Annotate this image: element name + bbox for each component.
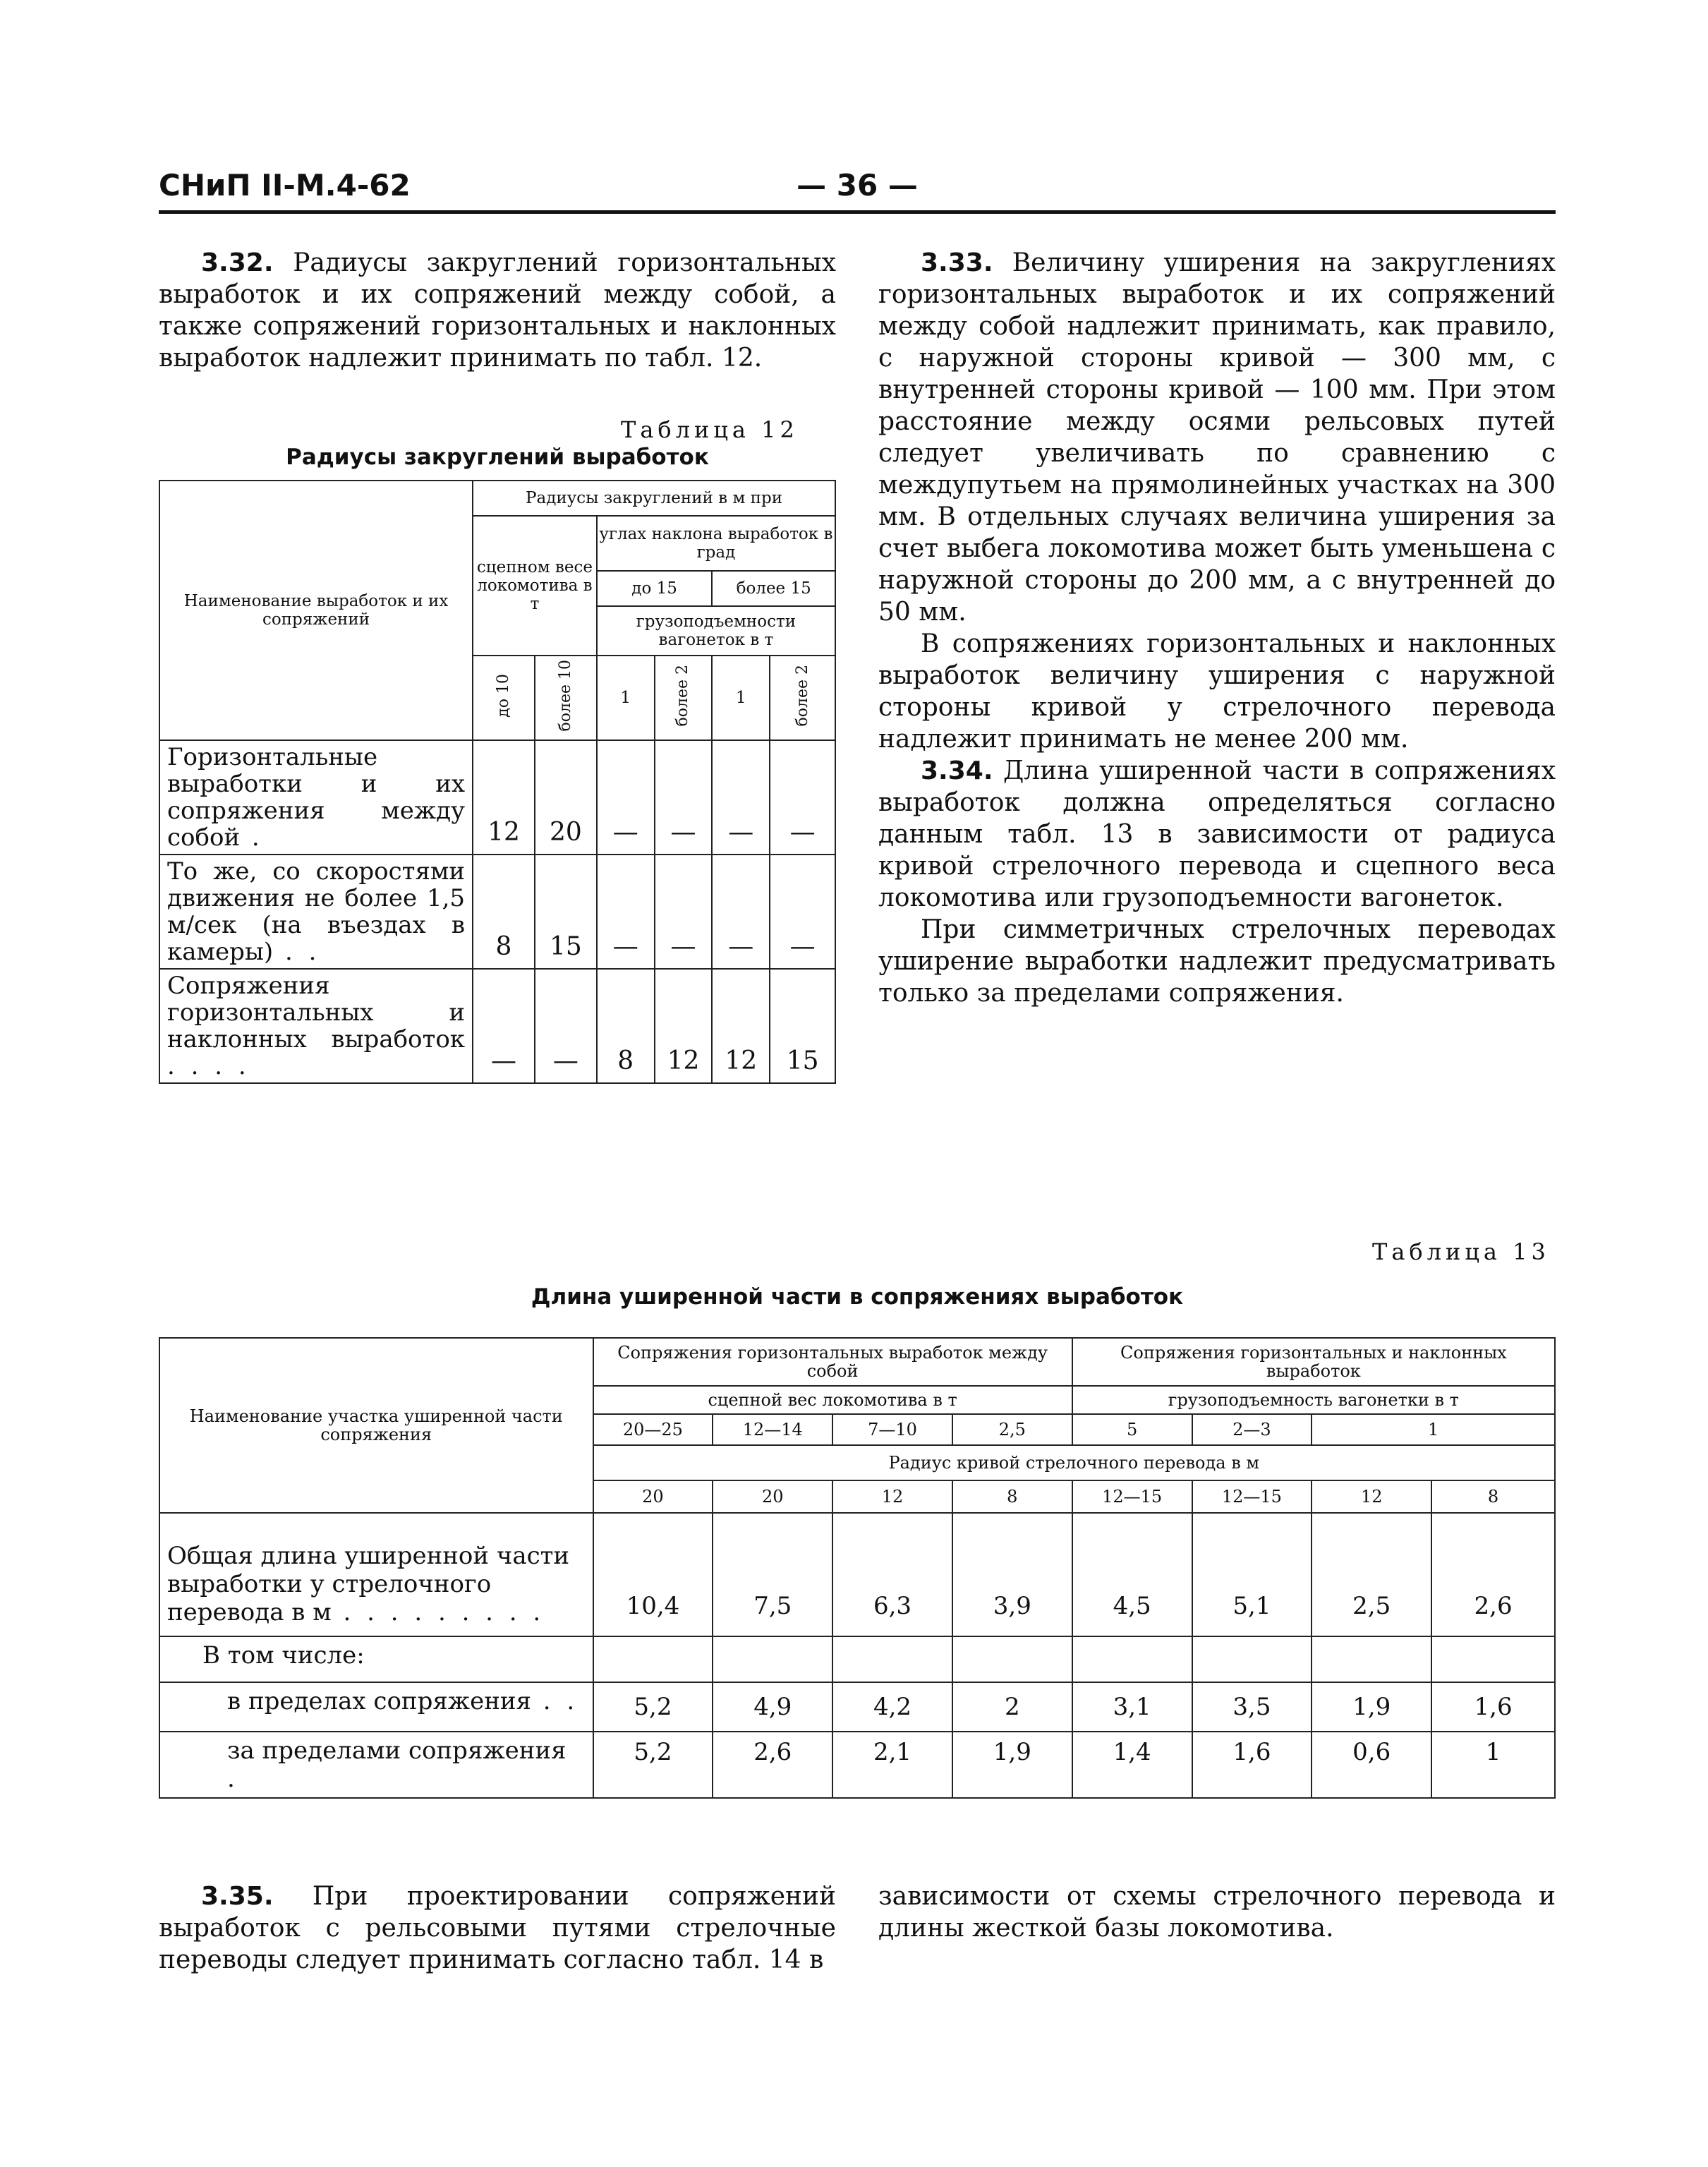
table13-radius-value: 20	[593, 1480, 713, 1513]
table-cell: 20	[535, 740, 597, 855]
table-row	[159, 1636, 1555, 1682]
table-cell: 3,1	[1072, 1682, 1192, 1732]
table-cell	[1072, 1636, 1192, 1682]
table-cell: 15	[770, 969, 835, 1083]
table-cell: —	[712, 740, 770, 855]
table13-group1-header: Сопряжения горизонтальных выработок между собой	[593, 1338, 1072, 1386]
table-cell: 7,5	[713, 1513, 832, 1636]
table-cell: —	[597, 855, 655, 969]
table-cell: 1,9	[1312, 1682, 1431, 1732]
section-3-34-para2: При симметричных стрелочных переводах уширение выработки надлежит предусматривать только за пределами сопряжения.	[878, 915, 1556, 1008]
table-cell: 4,5	[1072, 1513, 1192, 1636]
table12-capacity-header: грузоподъемности вагонеток в т	[597, 606, 835, 656]
table12-sub-header: 1	[712, 656, 770, 740]
table-cell: —	[770, 740, 835, 855]
section-number: 3.32.	[201, 248, 274, 277]
table13-radius-value: 12	[832, 1480, 952, 1513]
table12-weight-header: сцепном весе локомотива в т	[473, 516, 597, 656]
section-number: 3.34.	[921, 756, 993, 785]
section-text: Величину уширения на закруглениях горизонтальных выработок и их сопряжений между собой надлежит принимать, как правило, с наружной стороны кривой — 300 мм, с внутренней стороны кривой — 100 мм. При этом расстояние между осями рельсовых путей следует увеличивать по сравнению с междупутьем на прямолинейных участках на 300 мм. В отдельных случаях величина уширения за счет выбега локомотива может быть уменьшена с наружной стороны до 200 мм, а с внутренней до 50 мм.	[878, 248, 1556, 627]
table-cell: 12	[473, 740, 535, 855]
table-cell: 2,6	[713, 1732, 832, 1798]
table-cell: 3,5	[1192, 1682, 1312, 1732]
section-3-33-para2: В сопряжениях горизонтальных и наклонных выработок величину уширения с наружной стороны кривой у стрелочного перевода надлежит принимать не менее 200 мм.	[878, 629, 1556, 754]
table12-radii-header: Радиусы закруглений в м при	[473, 481, 835, 516]
row-name: Горизонтальные выработки и их сопряжения между собой .	[159, 740, 473, 855]
table-cell: —	[712, 855, 770, 969]
row-name: Сопряжения горизонтальных и наклонных выработок . . . .	[159, 969, 473, 1083]
table-12	[159, 480, 836, 1084]
table-cell: 10,4	[593, 1513, 713, 1636]
table13-weight-value: 7—10	[832, 1414, 952, 1445]
table-cell: 1,4	[1072, 1732, 1192, 1798]
table-cell: 5,2	[593, 1732, 713, 1798]
table12-sub-header: более 2	[770, 656, 835, 740]
table-row	[159, 1732, 1555, 1798]
section-text: Радиусы закруглений горизонтальных выработок и их сопряжений между собой, а также сопряжений горизонтальных и наклонных выработок надлежит принимать по табл. 12.	[159, 248, 836, 373]
table13-capacity-value: 2—3	[1192, 1414, 1312, 1445]
row-name: В том числе:	[159, 1636, 593, 1682]
table-cell	[832, 1636, 952, 1682]
table-cell: 2,6	[1431, 1513, 1555, 1636]
table12-sub-header: более 10	[535, 656, 597, 740]
section-text: При проектировании сопряжений выработок с рельсовыми путями стрелочные переводы следует принимать согласно табл. 14 в	[159, 1882, 836, 1974]
section-3-33	[878, 247, 1556, 628]
table-13	[159, 1337, 1556, 1799]
document-code: СНиП II-М.4-62	[159, 168, 411, 203]
table-cell	[1192, 1636, 1312, 1682]
table12-sub-header: более 2	[655, 656, 713, 740]
table-cell: 0,6	[1312, 1732, 1431, 1798]
table13-radius-header: Радиус кривой стрелочного перевода в м	[593, 1445, 1556, 1480]
table-cell	[713, 1636, 832, 1682]
section-text: Длина уширенной части в сопряжениях выработок должна определяться согласно данным табл. 13 в зависимости от радиуса кривой стрелочного перевода и сцепного веса локомотива или грузоподъемности вагонеток.	[878, 756, 1556, 912]
table13-weight-header: сцепной вес локомотива в т	[593, 1386, 1072, 1414]
table-cell: 1,6	[1431, 1682, 1555, 1732]
table12-caption: Таблица 12	[621, 416, 799, 443]
table13-title: Длина уширенной части в сопряжениях выработок	[531, 1284, 1184, 1310]
table12-sub-header: 1	[597, 656, 655, 740]
table-cell: 12	[712, 969, 770, 1083]
row-name: за пределами сопряжения .	[159, 1732, 593, 1798]
table-cell: —	[473, 969, 535, 1083]
table-cell: 2,5	[1312, 1513, 1431, 1636]
table12-title: Радиусы закруглений выработок	[286, 445, 709, 470]
table13-capacity-header: грузоподъемность вагонетки в т	[1072, 1386, 1555, 1414]
table13-weight-value: 20—25	[593, 1414, 713, 1445]
table13-capacity-value: 1	[1312, 1414, 1555, 1445]
section-3-34	[878, 755, 1556, 914]
table-cell: 4,9	[713, 1682, 832, 1732]
section-number: 3.35.	[201, 1882, 274, 1911]
table13-weight-value: 12—14	[713, 1414, 832, 1445]
table13-radius-value: 20	[713, 1480, 832, 1513]
table13-weight-value: 2,5	[952, 1414, 1072, 1445]
table-cell: —	[770, 855, 835, 969]
table-cell: 1,9	[952, 1732, 1072, 1798]
table-row	[159, 740, 835, 855]
table-cell: 1	[1431, 1732, 1555, 1798]
table-cell: 2	[952, 1682, 1072, 1732]
table-cell: 6,3	[832, 1513, 952, 1636]
table-cell	[952, 1636, 1072, 1682]
table12-angles-header: углах наклона выработок в град	[597, 516, 835, 571]
page-number: — 36 —	[797, 168, 918, 203]
section-number: 3.33.	[921, 248, 993, 277]
table-row	[159, 1513, 1555, 1636]
table12-sub-header: до 10	[473, 656, 535, 740]
table-cell	[1431, 1636, 1555, 1682]
table-row	[159, 855, 835, 969]
table13-radius-value: 12	[1312, 1480, 1431, 1513]
table13-radius-value: 8	[952, 1480, 1072, 1513]
table-cell: 2,1	[832, 1732, 952, 1798]
table-cell	[593, 1636, 713, 1682]
table-cell: 8	[597, 969, 655, 1083]
table-cell: 12	[655, 969, 713, 1083]
table12-upto15: до 15	[597, 571, 713, 606]
table12-col-name: Наименование выработок и их сопряжений	[159, 481, 473, 740]
table12-over15: более 15	[712, 571, 835, 606]
table-cell: 4,2	[832, 1682, 952, 1732]
table13-group2-header: Сопряжения горизонтальных и наклонных выработок	[1072, 1338, 1555, 1386]
right-column	[878, 247, 1556, 1009]
table-cell: 8	[473, 855, 535, 969]
table13-radius-value: 12—15	[1072, 1480, 1192, 1513]
table-cell: 3,9	[952, 1513, 1072, 1636]
table-row	[159, 1682, 1555, 1732]
row-name: Общая длина уширенной части выработки у стрелочного перевода в м . . . . . . . . .	[159, 1513, 593, 1636]
section-3-35	[159, 1881, 836, 1976]
table13-radius-value: 8	[1431, 1480, 1555, 1513]
section-3-35-continued: зависимости от схемы стрелочного перевода и длины жесткой базы локомотива.	[878, 1882, 1556, 1943]
table13-col-name: Наименование участка уширенной части сопряжения	[159, 1338, 593, 1513]
table-cell: —	[655, 855, 713, 969]
table13-caption: Таблица 13	[1372, 1238, 1550, 1265]
table13-capacity-value: 5	[1072, 1414, 1192, 1445]
table-cell: —	[597, 740, 655, 855]
table-cell	[1312, 1636, 1431, 1682]
table13-radius-value: 12—15	[1192, 1480, 1312, 1513]
table-cell: —	[655, 740, 713, 855]
table-cell: —	[535, 969, 597, 1083]
table-cell: 1,6	[1192, 1732, 1312, 1798]
table-cell: 5,1	[1192, 1513, 1312, 1636]
page-header	[159, 168, 1556, 214]
table-row	[159, 969, 835, 1083]
table-cell: 5,2	[593, 1682, 713, 1732]
row-name: в пределах сопряжения . .	[159, 1682, 593, 1732]
row-name: То же, со скоростями движения не более 1,5 м/сек (на въездах в камеры) . .	[159, 855, 473, 969]
section-3-32	[159, 247, 836, 374]
table-cell: 15	[535, 855, 597, 969]
